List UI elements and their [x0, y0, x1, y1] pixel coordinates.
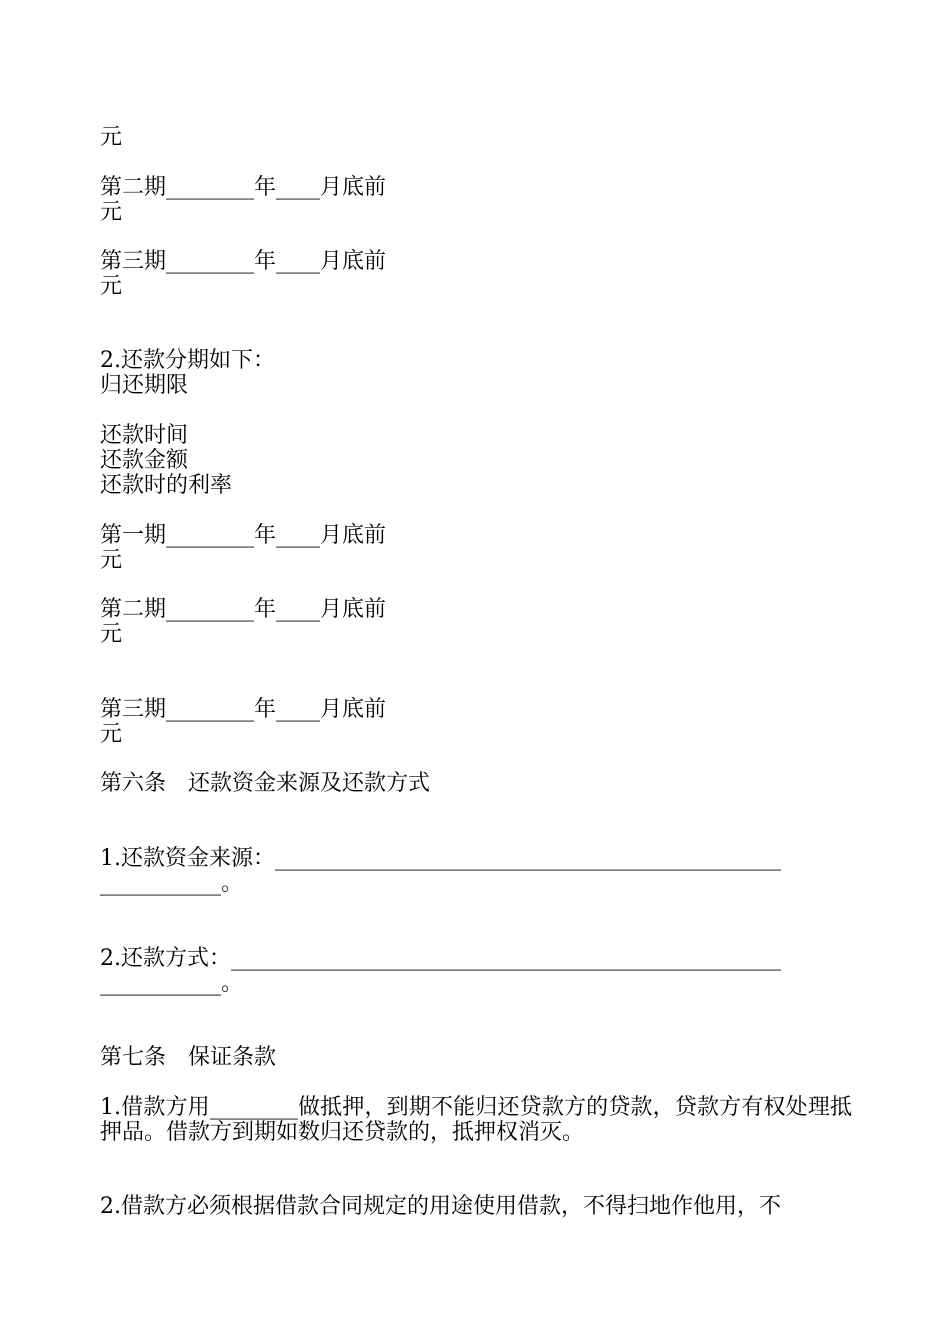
- text-line: 2.借款方必须根据借款合同规定的用途使用借款，不得扫地作他用，不: [100, 1194, 781, 1219]
- text-line: 2.还款方式：__________________________________________________: [100, 946, 781, 971]
- text-line: 第二期________年____月底前: [100, 597, 387, 622]
- text-line: 1.还款资金来源：______________________________________________: [100, 846, 781, 871]
- text-line: 第三期________年____月底前: [100, 249, 387, 274]
- paragraph: 1.借款方用________做抵押，到期不能归还贷款方的贷款，贷款方有权处理抵押品。借款方到期如数归还贷款的，抵押权消灭。: [100, 1095, 852, 1145]
- text-line: 第二期________年____月底前: [100, 175, 387, 200]
- text-line: 还款金额: [100, 448, 189, 473]
- text-line: 2.还款分期如下：: [100, 348, 275, 373]
- text-line: 元: [100, 200, 123, 225]
- text-line: 元: [100, 722, 123, 747]
- text-line: 第三期________年____月底前: [100, 697, 387, 722]
- text-line: 第一期________年____月底前: [100, 523, 387, 548]
- text-line: ___________。: [100, 871, 244, 896]
- section-heading: 第六条 还款资金来源及还款方式: [100, 771, 431, 796]
- section-heading: 第七条 保证条款: [100, 1045, 277, 1070]
- text-line: 元: [100, 548, 123, 573]
- text-line: 归还期限: [100, 373, 189, 398]
- text-line: 元: [100, 274, 123, 299]
- text-line: 还款时的利率: [100, 473, 233, 498]
- text-line: ___________。: [100, 971, 244, 996]
- text-line: 还款时间: [100, 423, 189, 448]
- text-line: 元: [100, 125, 123, 150]
- text-line: 元: [100, 622, 123, 647]
